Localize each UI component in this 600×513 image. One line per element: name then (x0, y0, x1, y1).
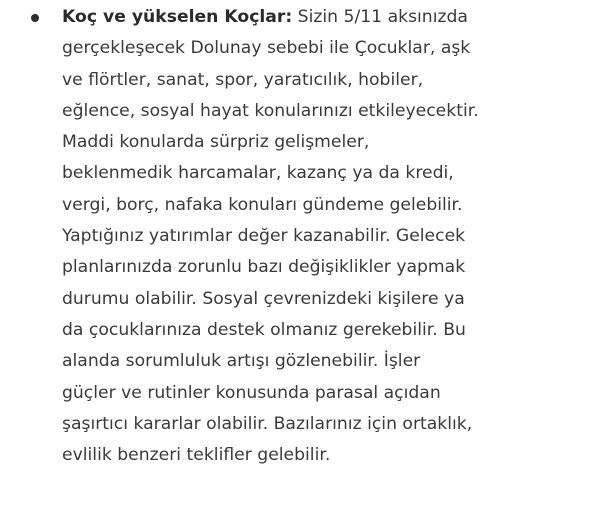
paragraph-line: evlilik benzeri teklifler gelebilir. (62, 445, 331, 466)
paragraph-text: Sizin 5/11 aksınızda (292, 7, 468, 27)
paragraph-line: eğlence, sosyal hayat konularınızı etkileyecektir. (62, 100, 479, 121)
paragraph-line: vergi, borç, nafaka konuları gündeme gelebilir. (62, 194, 463, 215)
paragraph-line (62, 2, 600, 33)
paragraph-line: ve flörtler, sanat, spor, yaratıcılık, hobiler, (62, 69, 424, 90)
paragraph-line: Maddi konularda sürpriz gelişmeler, (62, 132, 370, 153)
paragraph-line: Yaptığınız yatırımlar değer kazanabilir. Gelecek (62, 226, 466, 247)
paragraph-line: şaşırtıcı kararlar olabilir. Bazılarınız için ortaklık, (62, 413, 473, 434)
paragraph-line: gerçekleşecek Dolunay sebebi ile Çocuklar, aşk (62, 38, 471, 59)
horoscope-paragraph (62, 2, 600, 471)
paragraph-line: planlarınızda zorunlu bazı değişiklikler yapmak (62, 257, 466, 278)
paragraph-line: da çocuklarınıza destek olmanız gerekebilir. Bu (62, 319, 466, 340)
paragraph-line: alanda sorumluluk artışı gözlenebilir. İşler (62, 351, 421, 372)
paragraph-line: durumu olabilir. Sosyal çevrenizdeki kişilere ya (62, 288, 465, 309)
bullet-point (31, 14, 39, 22)
sign-heading: Koç ve yükselen Koçlar: (62, 7, 293, 27)
paragraph-line: beklenmedik harcamalar, kazanç ya da kredi, (62, 163, 454, 184)
paragraph-line: güçler ve rutinler konusunda parasal açıdan (62, 382, 441, 403)
